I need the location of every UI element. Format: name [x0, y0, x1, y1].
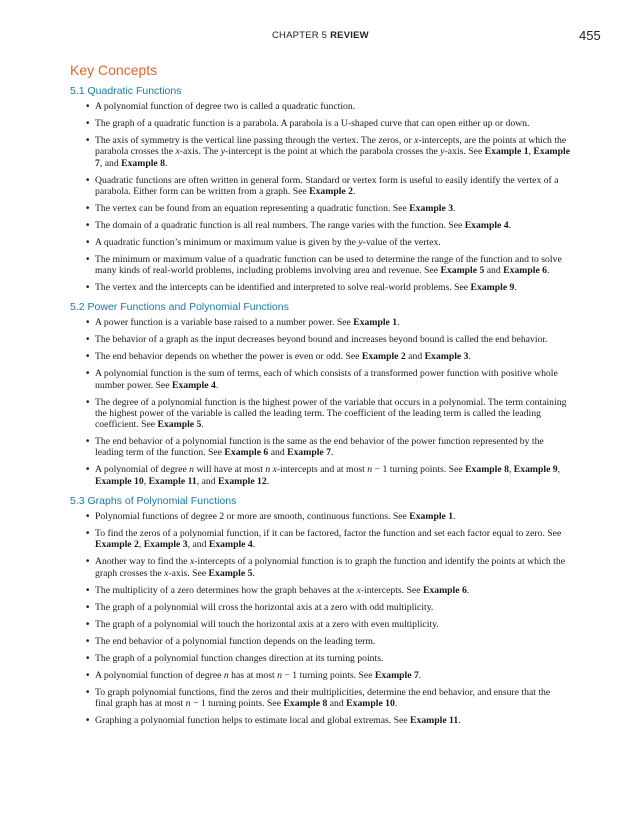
list-item: • To graph polynomial functions, find the zeros and their multiplicities, determine the end behavior, and ensure that the final graph has at most n − 1 turning points. See Example 8 and Example 10. [70, 687, 570, 710]
list-item: • A quadratic function’s minimum or maximum value is given by the y-value of the vertex. [70, 237, 570, 248]
list-item: • The graph of a polynomial will touch the horizontal axis at a zero with even multiplicity. [70, 619, 570, 630]
section-title-5-2: 5.2 Power Functions and Polynomial Functions [70, 301, 289, 314]
page-number: 455 [579, 28, 601, 43]
list-item: • The vertex and the intercepts can be identified and interpreted to solve real-world problems. See Example 9. [70, 282, 570, 293]
list-item: • The domain of a quadratic function is all real numbers. The range varies with the function. See Example 4. [70, 220, 570, 231]
list-item: • The end behavior depends on whether the power is even or odd. See Example 2 and Example 3. [70, 351, 570, 362]
chapter-label [272, 30, 369, 41]
list-item: • The degree of a polynomial function is the highest power of the variable that occurs in a polynomial. The term containing the highest power of the variable is called the leading term. The coefficient of the leading term is called the leading coefficient. See Example 5. [70, 397, 570, 431]
list-item: • Quadratic functions are often written in general form. Standard or vertex form is useful to easily identify the vertex of a parabola. Either form can be written from a graph. See Example 2. [70, 175, 570, 198]
list-item: • The graph of a polynomial function changes direction at its turning points. [70, 653, 570, 664]
list-item: • The behavior of a graph as the input decreases beyond bound and increases beyond bound is called the end behavior. [70, 334, 570, 345]
list-item: • A polynomial function is the sum of terms, each of which consists of a transformed power function with positive whole number power. See Example 4. [70, 368, 570, 391]
list-item: • The end behavior of a polynomial function depends on the leading term. [70, 636, 570, 647]
list-item: • Graphing a polynomial function helps to estimate local and global extremas. See Example 11. [70, 715, 570, 726]
list-item: • A power function is a variable base raised to a number power. See Example 1. [70, 317, 570, 328]
section-list-5-2 [70, 317, 570, 487]
section-title-5-1: 5.1 Quadratic Functions [70, 85, 182, 97]
section-list-5-1 [70, 101, 570, 293]
list-item: • A polynomial function of degree n has at most n − 1 turning points. See Example 7. [70, 670, 570, 681]
key-concepts-title: Key Concepts [70, 62, 158, 78]
list-item: • The minimum or maximum value of a quadratic function can be used to determine the range of the function and to solve many kinds of real-world problems, including problems involving area and revenue. See Example 5 and Example 6. [70, 254, 570, 277]
list-item: • The graph of a polynomial will cross the horizontal axis at a zero with odd multiplicity. [70, 602, 570, 613]
section-title-5-3: 5.3 Graphs of Polynomial Functions [70, 495, 237, 508]
list-item: • The axis of symmetry is the vertical line passing through the vertex. The zeros, or x-intercepts, are the points at which the parabola crosses the x-axis. The y-intercept is the point at which the parabola crosses the y-axis. See Example 1, Example 7, and Example 8. [70, 135, 570, 169]
list-item: • The multiplicity of a zero determines how the graph behaves at the x-intercepts. See Example 6. [70, 585, 570, 596]
section-list-5-3 [70, 511, 570, 726]
list-item: • The graph of a quadratic function is a parabola. A parabola is a U-shaped curve that can open either up or down. [70, 118, 570, 129]
list-item: • Another way to find the x-intercepts of a polynomial function is to graph the function and identify the points at which the graph crosses the x-axis. See Example 5. [70, 556, 570, 579]
list-item: • A polynomial function of degree two is called a quadratic function. [70, 101, 570, 112]
review-label: REVIEW [330, 30, 369, 41]
chapter-number: CHAPTER 5 [272, 30, 328, 41]
list-item: • To find the zeros of a polynomial function, if it can be factored, factor the function and set each factor equal to zero. See Example 2, Example 3, and Example 4. [70, 528, 570, 551]
list-item: • The vertex can be found from an equation representing a quadratic function. See Example 3. [70, 203, 570, 214]
list-item: • A polynomial of degree n will have at most n x-intercepts and at most n − 1 turning points. See Example 8, Example 9, Example 10, Example 11, and Example 12. [70, 464, 570, 487]
key-concepts-content [70, 62, 570, 734]
list-item: • Polynomial functions of degree 2 or more are smooth, continuous functions. See Example 1. [70, 511, 570, 522]
list-item: • The end behavior of a polynomial function is the same as the end behavior of the power function represented by the leading term of the function. See Example 6 and Example 7. [70, 436, 570, 459]
